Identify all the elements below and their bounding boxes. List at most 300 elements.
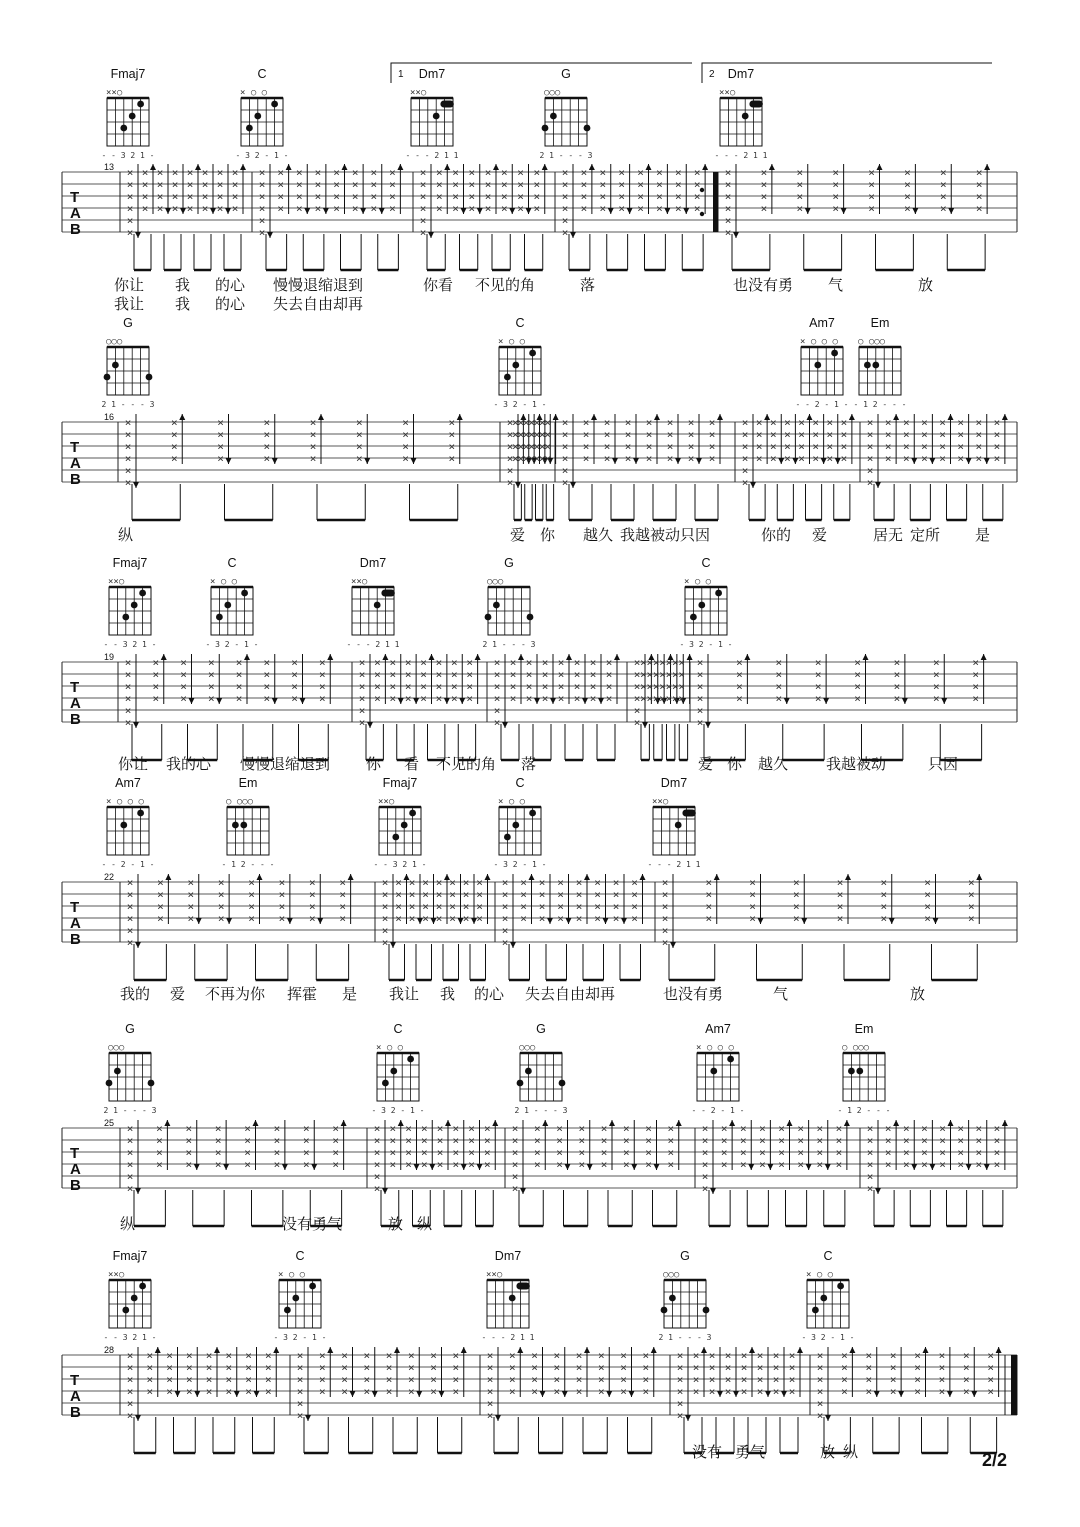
muted-note: ×: [687, 428, 695, 441]
muted-note: ×: [146, 1361, 154, 1374]
muted-note: ×: [603, 452, 611, 465]
muted-note: ×: [318, 668, 326, 681]
muted-note: ×: [452, 1146, 460, 1159]
muted-note: ×: [207, 668, 215, 681]
up-arrow-icon: [542, 164, 548, 170]
muted-note: ×: [263, 440, 271, 453]
string-markers: × ○ ○: [498, 337, 526, 347]
muted-note: ×: [508, 1385, 516, 1398]
muted-note: ×: [420, 656, 427, 669]
down-arrow-icon: [570, 232, 576, 238]
up-arrow-icon: [948, 414, 954, 420]
muted-note: ×: [531, 1385, 538, 1398]
finger-dot: [493, 602, 500, 609]
muted-note: ×: [759, 1146, 766, 1159]
muted-note: ×: [557, 912, 564, 925]
muted-note: ×: [749, 900, 756, 913]
up-arrow-icon: [749, 1347, 755, 1353]
muted-note: ×: [512, 416, 519, 429]
muted-note: ×: [402, 440, 409, 453]
chord-diagram: [102, 316, 155, 409]
lyric-text: 慢慢退缩退到: [240, 755, 331, 773]
muted-note: ×: [993, 452, 1001, 465]
muted-note: ×: [124, 680, 132, 693]
fingering: 2 1 - - - 3: [101, 400, 155, 409]
muted-note: ×: [553, 1373, 561, 1386]
down-arrow-icon: [696, 458, 702, 464]
muted-note: ×: [902, 1146, 910, 1159]
muted-note: ×: [152, 692, 160, 705]
muted-note: ×: [597, 1373, 605, 1386]
muted-note: ×: [436, 1158, 444, 1171]
lyric-text: 放: [910, 985, 926, 1003]
muted-note: ×: [309, 440, 317, 453]
muted-note: ×: [939, 440, 946, 453]
finger-dot: [698, 602, 705, 609]
muted-note: ×: [373, 1182, 381, 1195]
muted-note: ×: [705, 912, 713, 925]
finger-dot: [703, 1307, 710, 1314]
muted-note: ×: [756, 1361, 764, 1374]
muted-note: ×: [840, 452, 848, 465]
muted-note: ×: [419, 202, 427, 215]
muted-note: ×: [395, 888, 402, 901]
muted-note: ×: [724, 1373, 732, 1386]
muted-note: ×: [468, 178, 476, 191]
tab-clef-letter: B: [70, 1404, 81, 1421]
muted-note: ×: [557, 888, 564, 901]
muted-note: ×: [395, 876, 402, 889]
lyric-text: 放: [820, 1443, 836, 1461]
chord-name: Dm7: [359, 556, 387, 570]
chord-name: Fmaj7: [382, 776, 418, 790]
chord-diagram: [854, 316, 907, 409]
muted-note: ×: [904, 190, 911, 203]
muted-note: ×: [500, 202, 508, 215]
muted-note: ×: [841, 1373, 848, 1386]
muted-note: ×: [486, 1409, 494, 1422]
muted-note: ×: [156, 190, 164, 203]
lyric-text: 只因: [680, 526, 711, 544]
muted-note: ×: [180, 692, 187, 705]
muted-note: ×: [231, 166, 239, 179]
muted-note: ×: [661, 924, 669, 937]
muted-note: ×: [185, 1373, 193, 1386]
string-markers: × ○ ○: [210, 577, 238, 587]
up-arrow-icon: [651, 1347, 657, 1353]
lyric-text: 失去自由却再: [525, 985, 616, 1003]
muted-note: ×: [880, 900, 888, 913]
tab-clef-letter: B: [70, 931, 81, 948]
down-arrow-icon: [526, 208, 532, 214]
up-arrow-icon: [729, 1120, 735, 1126]
tab-clef-letter: A: [70, 1388, 81, 1405]
down-arrow-icon: [189, 698, 195, 704]
muted-note: ×: [420, 1122, 428, 1135]
muted-note: ×: [778, 1146, 785, 1159]
muted-note: ×: [938, 1385, 946, 1398]
down-arrow-icon: [875, 482, 881, 488]
muted-note: ×: [665, 680, 673, 693]
down-arrow-icon: [733, 232, 739, 238]
muted-note: ×: [258, 226, 266, 239]
muted-note: ×: [126, 1158, 134, 1171]
muted-note: ×: [217, 428, 224, 441]
muted-note: ×: [339, 876, 346, 889]
down-arrow-icon: [305, 1415, 311, 1421]
muted-note: ×: [708, 1373, 716, 1386]
muted-note: ×: [308, 876, 316, 889]
muted-note: ×: [841, 1349, 848, 1362]
finger-dot: [812, 1307, 819, 1314]
muted-note: ×: [422, 876, 429, 889]
muted-note: ×: [645, 1158, 652, 1171]
muted-note: ×: [141, 202, 149, 215]
muted-note: ×: [486, 1397, 494, 1410]
muted-note: ×: [146, 1349, 154, 1362]
tab-system: [62, 1022, 1017, 1233]
down-arrow-icon: [685, 1415, 691, 1421]
down-arrow-icon: [282, 1164, 288, 1170]
muted-note: ×: [541, 668, 549, 681]
muted-note: ×: [291, 680, 298, 693]
up-arrow-icon: [382, 654, 388, 660]
muted-note: ×: [865, 1349, 873, 1362]
muted-note: ×: [866, 416, 874, 429]
muted-note: ×: [637, 202, 644, 215]
up-arrow-icon: [584, 1347, 590, 1353]
muted-note: ×: [244, 1122, 251, 1135]
muted-note: ×: [739, 1146, 747, 1159]
muted-note: ×: [201, 178, 209, 191]
muted-note: ×: [205, 1385, 213, 1398]
muted-note: ×: [739, 1158, 747, 1171]
down-arrow-icon: [135, 942, 141, 948]
finger-dot: [112, 362, 119, 369]
fingering: - - 3 2 1 -: [103, 640, 157, 649]
muted-note: ×: [816, 1397, 824, 1410]
muted-note: ×: [618, 178, 625, 191]
up-arrow-icon: [457, 414, 463, 420]
muted-note: ×: [264, 1385, 272, 1398]
muted-note: ×: [506, 428, 514, 441]
muted-note: ×: [533, 452, 541, 465]
tab-clef-letter: B: [70, 711, 81, 728]
muted-note: ×: [866, 1170, 874, 1183]
finger-dot: [292, 1295, 299, 1302]
lyric-text: 我让: [114, 295, 145, 313]
muted-note: ×: [509, 692, 517, 705]
muted-note: ×: [993, 440, 1001, 453]
muted-note: ×: [511, 1134, 519, 1147]
muted-note: ×: [389, 202, 396, 215]
chord-name: Em: [870, 316, 890, 330]
finger-dot: [529, 810, 536, 817]
muted-note: ×: [812, 440, 819, 453]
muted-note: ×: [921, 452, 928, 465]
lyric-text: 气: [828, 276, 844, 294]
finger-dot: [114, 1068, 121, 1075]
muted-note: ×: [225, 1373, 233, 1386]
muted-note: ×: [402, 428, 409, 441]
muted-note: ×: [932, 680, 940, 693]
muted-note: ×: [277, 166, 284, 179]
up-arrow-icon: [877, 164, 883, 170]
muted-note: ×: [755, 416, 763, 429]
muted-note: ×: [385, 1349, 393, 1362]
muted-note: ×: [263, 692, 271, 705]
muted-note: ×: [483, 1158, 491, 1171]
finger-dot: [837, 1283, 844, 1290]
muted-note: ×: [755, 440, 763, 453]
muted-note: ×: [739, 1122, 747, 1135]
muted-note: ×: [816, 1361, 824, 1374]
strum-stroke: [297, 1347, 311, 1422]
finger-dot: [120, 125, 127, 132]
fingering: - 3 2 - 1 -: [493, 400, 547, 409]
muted-note: ×: [884, 428, 892, 441]
muted-note: ×: [452, 1373, 460, 1386]
muted-note: ×: [939, 166, 947, 179]
chord-name: C: [227, 556, 237, 570]
muted-note: ×: [866, 1158, 874, 1171]
up-arrow-icon: [517, 1347, 523, 1353]
up-arrow-icon: [394, 1347, 400, 1353]
muted-note: ×: [309, 452, 317, 465]
finger-dot: [525, 1068, 532, 1075]
muted-note: ×: [889, 1349, 897, 1362]
muted-note: ×: [656, 202, 663, 215]
muted-note: ×: [756, 1373, 764, 1386]
muted-note: ×: [314, 166, 322, 179]
muted-note: ×: [826, 452, 834, 465]
down-arrow-icon: [540, 1391, 546, 1397]
muted-note: ×: [520, 912, 527, 925]
muted-note: ×: [749, 888, 756, 901]
down-arrow-icon: [784, 698, 790, 704]
tab-clef-letter: T: [70, 189, 80, 206]
muted-note: ×: [430, 1373, 437, 1386]
muted-note: ×: [589, 668, 597, 681]
muted-note: ×: [533, 166, 541, 179]
strum-stroke: [420, 164, 434, 239]
muted-note: ×: [296, 1409, 304, 1422]
muted-note: ×: [277, 202, 284, 215]
up-arrow-icon: [518, 654, 524, 660]
tab-system: [62, 316, 1017, 544]
muted-note: ×: [624, 416, 632, 429]
muted-note: ×: [667, 1158, 675, 1171]
lyric-text: 越久: [583, 526, 614, 544]
muted-note: ×: [865, 1373, 873, 1386]
finger-dot: [216, 614, 223, 621]
chord-diagram: [104, 1022, 157, 1115]
down-arrow-icon: [629, 1391, 635, 1397]
down-arrow-icon: [889, 918, 895, 924]
muted-note: ×: [389, 166, 396, 179]
muted-note: ×: [561, 226, 569, 239]
muted-note: ×: [594, 900, 601, 913]
finger-dot: [831, 350, 838, 357]
tab-clef-letter: T: [70, 439, 80, 456]
muted-note: ×: [720, 1158, 728, 1171]
muted-note: ×: [166, 1373, 173, 1386]
down-arrow-icon: [194, 1391, 200, 1397]
down-arrow-icon: [414, 1164, 420, 1170]
down-arrow-icon: [606, 1391, 612, 1397]
muted-note: ×: [157, 912, 164, 925]
muted-note: ×: [939, 452, 946, 465]
muted-note: ×: [389, 1122, 397, 1135]
down-arrow-icon: [382, 1188, 388, 1194]
muted-note: ×: [435, 912, 443, 925]
muted-note: ×: [597, 1361, 605, 1374]
barre: [516, 1283, 529, 1290]
muted-note: ×: [633, 692, 641, 705]
muted-note: ×: [452, 1122, 460, 1135]
muted-note: ×: [826, 428, 834, 441]
muted-note: ×: [422, 912, 429, 925]
muted-note: ×: [506, 440, 514, 453]
up-arrow-icon: [787, 1120, 793, 1126]
muted-note: ×: [273, 1122, 281, 1135]
chord-diagram: [659, 1249, 712, 1342]
muted-note: ×: [784, 416, 791, 429]
down-arrow-icon: [841, 208, 847, 214]
muted-note: ×: [816, 1134, 824, 1147]
muted-note: ×: [449, 876, 456, 889]
muted-note: ×: [244, 1158, 251, 1171]
muted-note: ×: [987, 1361, 994, 1374]
muted-note: ×: [696, 668, 704, 681]
down-arrow-icon: [603, 918, 609, 924]
muted-note: ×: [557, 692, 565, 705]
muted-note: ×: [466, 656, 473, 669]
down-arrow-icon: [748, 1164, 754, 1170]
muted-note: ×: [263, 656, 271, 669]
muted-note: ×: [525, 656, 533, 669]
page-number: 2/2: [982, 1450, 1008, 1470]
lyric-text: 是: [975, 526, 991, 544]
muted-note: ×: [126, 1182, 134, 1195]
muted-note: ×: [788, 1385, 796, 1398]
muted-note: ×: [385, 1385, 393, 1398]
muted-note: ×: [575, 888, 583, 901]
string-markers: ○○○: [487, 577, 504, 587]
muted-note: ×: [263, 452, 271, 465]
muted-note: ×: [798, 416, 805, 429]
muted-note: ×: [749, 912, 756, 925]
muted-note: ×: [645, 416, 653, 429]
muted-note: ×: [724, 226, 732, 239]
muted-note: ×: [468, 166, 476, 179]
up-arrow-icon: [492, 1120, 498, 1126]
muted-note: ×: [462, 912, 470, 925]
muted-note: ×: [201, 166, 209, 179]
muted-note: ×: [214, 1122, 222, 1135]
down-arrow-icon: [767, 1164, 773, 1170]
up-arrow-icon: [273, 1347, 279, 1353]
muted-note: ×: [538, 888, 546, 901]
muted-note: ×: [374, 668, 381, 681]
muted-note: ×: [624, 452, 632, 465]
up-arrow-icon: [591, 414, 597, 420]
muted-note: ×: [788, 1361, 796, 1374]
chord-diagram: [692, 1022, 745, 1115]
muted-note: ×: [435, 202, 443, 215]
muted-note: ×: [701, 1146, 709, 1159]
tab-clef-letter: T: [70, 1372, 80, 1389]
muted-note: ×: [975, 190, 983, 203]
finger-dot: [284, 1307, 291, 1314]
muted-note: ×: [248, 888, 255, 901]
strum-stroke: [512, 1120, 526, 1195]
muted-note: ×: [693, 190, 701, 203]
finger-dot: [122, 614, 129, 621]
lyric-text: 你: [366, 755, 382, 773]
muted-note: ×: [318, 656, 326, 669]
finger-dot: [669, 1295, 676, 1302]
muted-note: ×: [674, 178, 682, 191]
up-arrow-icon: [444, 164, 450, 170]
muted-note: ×: [866, 1146, 874, 1159]
muted-note: ×: [156, 166, 164, 179]
muted-note: ×: [405, 1122, 412, 1135]
muted-note: ×: [333, 178, 340, 191]
down-arrow-icon: [398, 698, 404, 704]
muted-note: ×: [646, 680, 654, 693]
muted-note: ×: [645, 428, 653, 441]
down-arrow-icon: [550, 698, 556, 704]
down-arrow-icon: [287, 918, 293, 924]
muted-note: ×: [430, 1349, 437, 1362]
lyric-text: 放: [388, 1215, 404, 1233]
muted-note: ×: [736, 668, 743, 681]
muted-note: ×: [642, 1349, 650, 1362]
muted-note: ×: [889, 1361, 897, 1374]
chord-diagram: [482, 1249, 535, 1342]
muted-note: ×: [525, 668, 533, 681]
muted-note: ×: [419, 190, 427, 203]
down-arrow-icon: [705, 722, 711, 728]
muted-note: ×: [893, 692, 901, 705]
muted-note: ×: [450, 668, 458, 681]
muted-note: ×: [449, 912, 456, 925]
muted-note: ×: [557, 900, 564, 913]
tab-clef-letter: B: [70, 471, 81, 488]
finger-dot: [820, 1295, 827, 1302]
muted-note: ×: [957, 1134, 964, 1147]
muted-note: ×: [511, 1158, 519, 1171]
muted-note: ×: [646, 656, 654, 669]
muted-note: ×: [314, 190, 322, 203]
up-arrow-icon: [244, 654, 250, 660]
muted-note: ×: [156, 1122, 163, 1135]
muted-note: ×: [553, 1361, 561, 1374]
muted-note: ×: [520, 888, 527, 901]
muted-note: ×: [796, 166, 804, 179]
muted-note: ×: [938, 1361, 946, 1374]
muted-note: ×: [599, 190, 607, 203]
muted-note: ×: [263, 680, 271, 693]
down-arrow-icon: [413, 698, 419, 704]
muted-note: ×: [701, 1182, 709, 1195]
muted-note: ×: [466, 692, 473, 705]
muted-note: ×: [573, 692, 581, 705]
muted-note: ×: [575, 1349, 583, 1362]
muted-note: ×: [235, 668, 243, 681]
down-arrow-icon: [428, 232, 434, 238]
